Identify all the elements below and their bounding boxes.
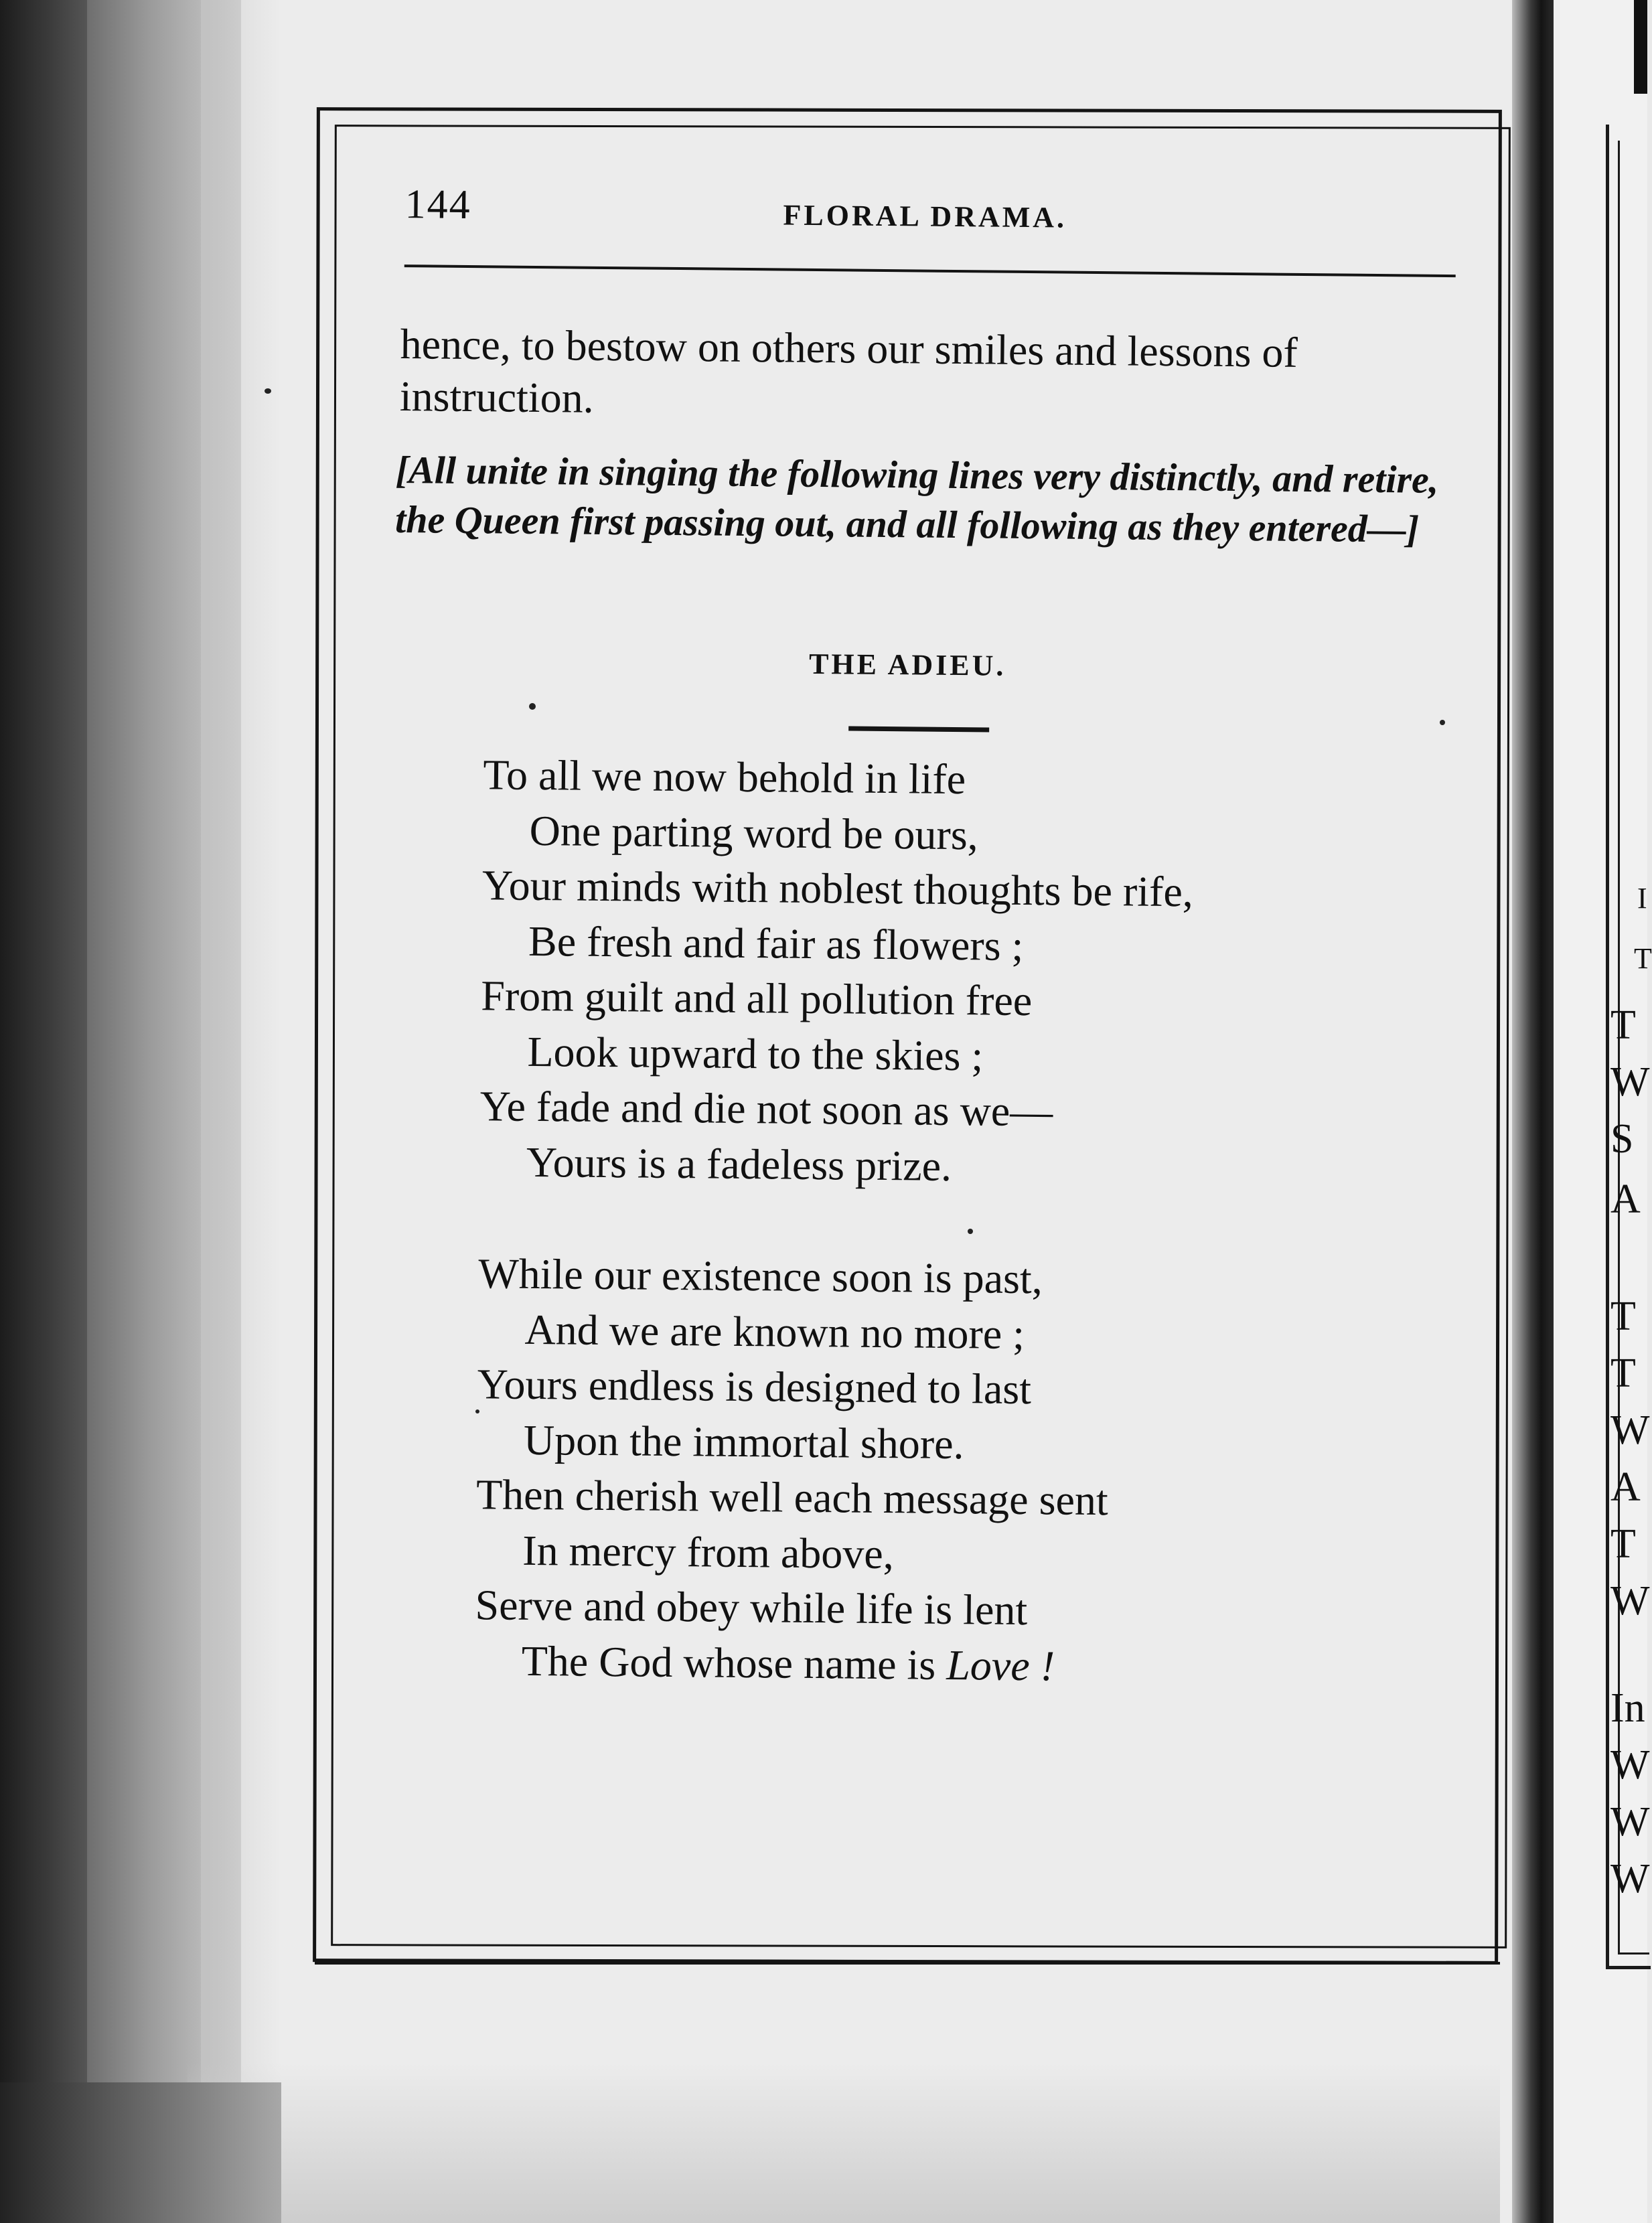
poem-stanza-2	[474, 1246, 1349, 1696]
facing-page-fragment: W	[1610, 1059, 1650, 1105]
poem-line: To all we now behold in life	[483, 751, 966, 803]
poem-line: Your minds with noblest thoughts be rife,	[481, 861, 1194, 916]
poem-line: While our existence soon is past,	[478, 1249, 1043, 1303]
facing-page-fragment: T	[1610, 1002, 1636, 1048]
facing-page-fragment: T	[1610, 1521, 1636, 1567]
facing-page-fragment: T	[1634, 942, 1652, 975]
facing-page-top-mark	[1634, 0, 1647, 94]
poem-line: Ye fade and die not soon as we—	[479, 1082, 1053, 1136]
poem-line-final	[474, 1633, 1345, 1697]
poem-line: In mercy from above,	[522, 1526, 895, 1578]
page-number: 144	[404, 181, 471, 228]
spine-bottom-shadow	[0, 2082, 281, 2223]
page-curl-fade	[201, 0, 281, 2223]
facing-page-fragment: I	[1637, 882, 1647, 915]
page-header	[398, 181, 1470, 258]
facing-page-fragment: W	[1610, 1742, 1650, 1788]
print-speck	[529, 703, 536, 710]
poem-line: And we are known no more ;	[524, 1305, 1025, 1358]
prose-paragraph: hence, to bestow on others our smiles and lessons of instruction.	[399, 320, 1298, 422]
page-bottom-rule	[315, 1962, 1500, 1965]
facing-page-fragment: T	[1610, 1351, 1636, 1396]
print-speck	[1440, 720, 1445, 725]
poem-line: Be fresh and fair as flowers ;	[528, 917, 1024, 970]
poem-line: Yours endless is designed to last	[477, 1360, 1032, 1413]
facing-page-fragment: T	[1610, 1294, 1636, 1339]
page-bottom-shade	[187, 2062, 1500, 2223]
poem-line-text: The God whose name is	[521, 1636, 947, 1689]
stage-direction: [All unite in singing the following lines very distinctly, and retire, the Queen first passing out, and all following as they entered—]	[394, 447, 1439, 551]
book-spine	[0, 0, 87, 2223]
facing-page-fragment: S	[1610, 1116, 1634, 1162]
poem-line: Look upward to the skies ;	[527, 1027, 984, 1079]
page-content	[394, 181, 1470, 1690]
facing-page-fragment: A	[1610, 1176, 1641, 1222]
poem-line: Yours is a fadeless prize.	[526, 1138, 952, 1190]
poem-line: Then cherish well each message sent	[475, 1470, 1109, 1525]
poem-final-word: Love !	[946, 1640, 1055, 1690]
poem-stanza-1	[479, 747, 1354, 1197]
book-gutter	[1512, 0, 1554, 2223]
facing-page-fragment: In	[1610, 1685, 1645, 1731]
facing-page-fragment: W	[1610, 1856, 1650, 1902]
facing-page-fragment: A	[1610, 1464, 1641, 1510]
print-speck	[265, 388, 271, 394]
print-speck	[968, 1229, 973, 1234]
poem-line: From guilt and all pollution free	[480, 972, 1033, 1025]
facing-page-fragment: W	[1610, 1407, 1650, 1453]
running-title: FLORAL DRAMA.	[783, 198, 1067, 234]
poem-line: Upon the immortal shore.	[523, 1415, 964, 1468]
poem-line: One parting word be ours,	[529, 806, 979, 858]
poem-line: Serve and obey while life is lent	[475, 1581, 1028, 1634]
facing-page-fragment: W	[1610, 1578, 1650, 1624]
facing-page-fragment: W	[1610, 1799, 1650, 1845]
poem-title: THE ADIEU.	[808, 647, 1006, 682]
